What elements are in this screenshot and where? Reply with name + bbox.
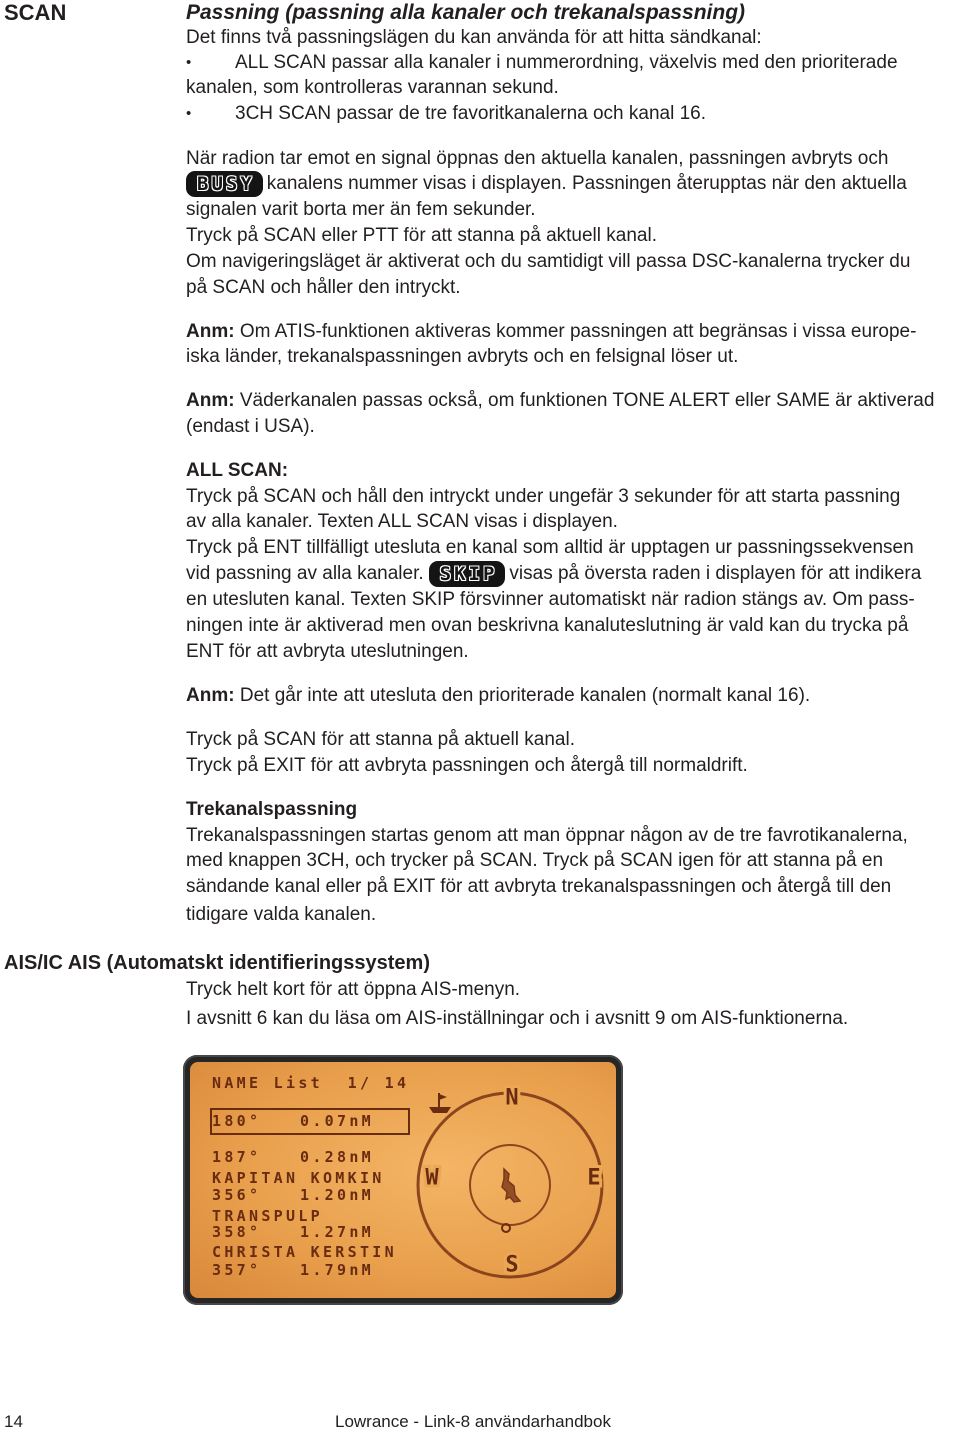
lcd-bearing: 358° <box>212 1223 262 1241</box>
skip-display-badge: SKIP <box>429 561 506 587</box>
bullet-all-scan-line-1: ALL SCAN passar alla kanaler i nummerordning, växelvis med den prioriterade <box>235 52 898 73</box>
stop-instruction-line: Tryck på SCAN för att stanna på aktuell kanal. <box>186 729 575 750</box>
three-channel-line: tidigare valda kanalen. <box>186 904 377 925</box>
note-priority-line <box>186 683 810 709</box>
all-scan-line: Tryck på SCAN och håll den intryckt under ungefär 3 sekunder för att starta passning <box>186 486 901 507</box>
footer-title: Lowrance - Link-8 användarhandbok <box>335 1412 611 1431</box>
signal-paragraph-line: När radion tar emot en signal öppnas den aktuella kanalen, passningen avbryts och <box>186 148 889 169</box>
three-channel-heading: Trekanalspassning <box>186 799 358 820</box>
bullet-all-scan-line-2: kanalen, som kontrolleras varannan sekund. <box>186 77 559 98</box>
all-scan-line: Tryck på ENT tillfälligt utesluta en kanal som alltid är upptagen ur passningssekvensen <box>186 537 914 558</box>
note-text: Det går inte att utesluta den prioriterade kanalen (normalt kanal 16). <box>239 685 811 706</box>
ais-line: I avsnitt 6 kan du läsa om AIS-inställningar och i avsnitt 9 om AIS-funktionerna. <box>186 1008 849 1029</box>
compass-east-label: E <box>587 1165 601 1191</box>
all-scan-text: vid passning av alla kanaler. <box>186 563 424 584</box>
lcd-distance: 1.79nM <box>300 1261 374 1279</box>
bullet-marker: • <box>186 54 192 71</box>
signal-paragraph-line: Tryck på SCAN eller PTT för att stanna på aktuell kanal. <box>186 225 657 246</box>
three-channel-line: med knappen 3CH, och trycker på SCAN. Tryck på SCAN igen för att stanna på en <box>186 850 884 871</box>
section-heading-ais: AIS/IC AIS (Automatskt identifieringssystem) <box>4 952 430 974</box>
lcd-list-header: NAME List 1/ 14 <box>212 1074 410 1092</box>
intro-text: Det finns två passningslägen du kan använda för att hitta sändkanal: <box>186 27 762 48</box>
signal-paragraph-line: signalen varit borta mer än fem sekunder. <box>186 199 536 220</box>
note-label: Anm: <box>186 321 235 342</box>
lcd-distance: 1.20nM <box>300 1186 374 1204</box>
note-weather-line <box>186 388 934 414</box>
all-scan-line: ningen inte är aktiverad men ovan beskrivna kanaluteslutning är vald kan du trycka på <box>186 615 909 636</box>
lcd-bearing: 187° <box>212 1148 262 1166</box>
signal-paragraph-line: på SCAN och håller den intryckt. <box>186 277 461 298</box>
stop-instruction-line: Tryck på EXIT för att avbryta passningen och återgå till normaldrift. <box>186 755 748 776</box>
lcd-bearing: 356° <box>212 1186 262 1204</box>
signal-paragraph-line <box>186 171 907 197</box>
lcd-distance: 0.07nM <box>300 1112 374 1130</box>
compass-south-label: S <box>505 1252 519 1278</box>
note-atis-line: iska länder, trekanalspassningen avbryts och en felsignal löser ut. <box>186 346 739 367</box>
note-weather-line: (endast i USA). <box>186 416 315 437</box>
lcd-bearing: 180° <box>212 1112 262 1130</box>
note-label: Anm: <box>186 685 235 706</box>
all-scan-line <box>186 561 921 587</box>
lcd-vessel-name: TRANSPULP <box>212 1207 323 1225</box>
three-channel-line: sändande kanal eller på EXIT för att avbryta trekanalspassningen och återgå till den <box>186 876 892 897</box>
compass-west-label: W <box>425 1165 439 1191</box>
lcd-vessel-name: KAPITAN KOMKIN <box>212 1169 385 1187</box>
all-scan-heading: ALL SCAN: <box>186 460 289 481</box>
ais-line: Tryck helt kort för att öppna AIS-menyn. <box>186 979 521 1000</box>
lcd-bearing: 357° <box>212 1261 262 1279</box>
compass-graphic <box>183 1055 623 1305</box>
lcd-vessel-name: CHRISTA KERSTIN <box>212 1243 397 1261</box>
page-number: 14 <box>4 1412 23 1431</box>
all-scan-line: av alla kanaler. Texten ALL SCAN visas i displayen. <box>186 511 618 532</box>
compass-north-label: N <box>505 1085 519 1111</box>
all-scan-line: ENT för att avbryta uteslutningen. <box>186 641 469 662</box>
note-text: Väderkanalen passas också, om funktionen TONE ALERT eller SAME är aktiverad <box>239 390 935 411</box>
lcd-distance: 0.28nM <box>300 1148 374 1166</box>
note-text: Om ATIS-funktionen aktiveras kommer passningen att begränsas i vissa europe- <box>239 321 917 342</box>
signal-paragraph-line: Om navigeringsläget är aktiverat och du samtidigt vill passa DSC-kanalerna trycker du <box>186 251 911 272</box>
signal-paragraph-text: kanalens nummer visas i displayen. Passningen återupptas när den aktuella <box>266 173 907 194</box>
note-label: Anm: <box>186 390 235 411</box>
bullet-marker: • <box>186 105 192 122</box>
bullet-3ch-scan: 3CH SCAN passar de tre favoritkanalerna och kanal 16. <box>235 103 707 124</box>
ais-display-screenshot <box>183 1055 623 1305</box>
own-vessel-icon <box>502 1169 520 1202</box>
three-channel-line: Trekanalspassningen startas genom att man öppnar någon av de tre favrotikanalerna, <box>186 825 908 846</box>
section-title: Passning (passning alla kanaler och trekanalspassning) <box>186 1 746 24</box>
ship-icon <box>429 1093 451 1113</box>
all-scan-text: visas på översta raden i displayen för att indikera <box>509 563 922 584</box>
lcd-distance: 1.27nM <box>300 1223 374 1241</box>
note-atis-line <box>186 319 916 345</box>
section-label-scan: SCAN <box>4 0 67 25</box>
all-scan-line: en utesluten kanal. Texten SKIP försvinner automatiskt när radion stängs av. Om pass- <box>186 589 915 610</box>
busy-display-badge: BUSY <box>186 171 263 197</box>
